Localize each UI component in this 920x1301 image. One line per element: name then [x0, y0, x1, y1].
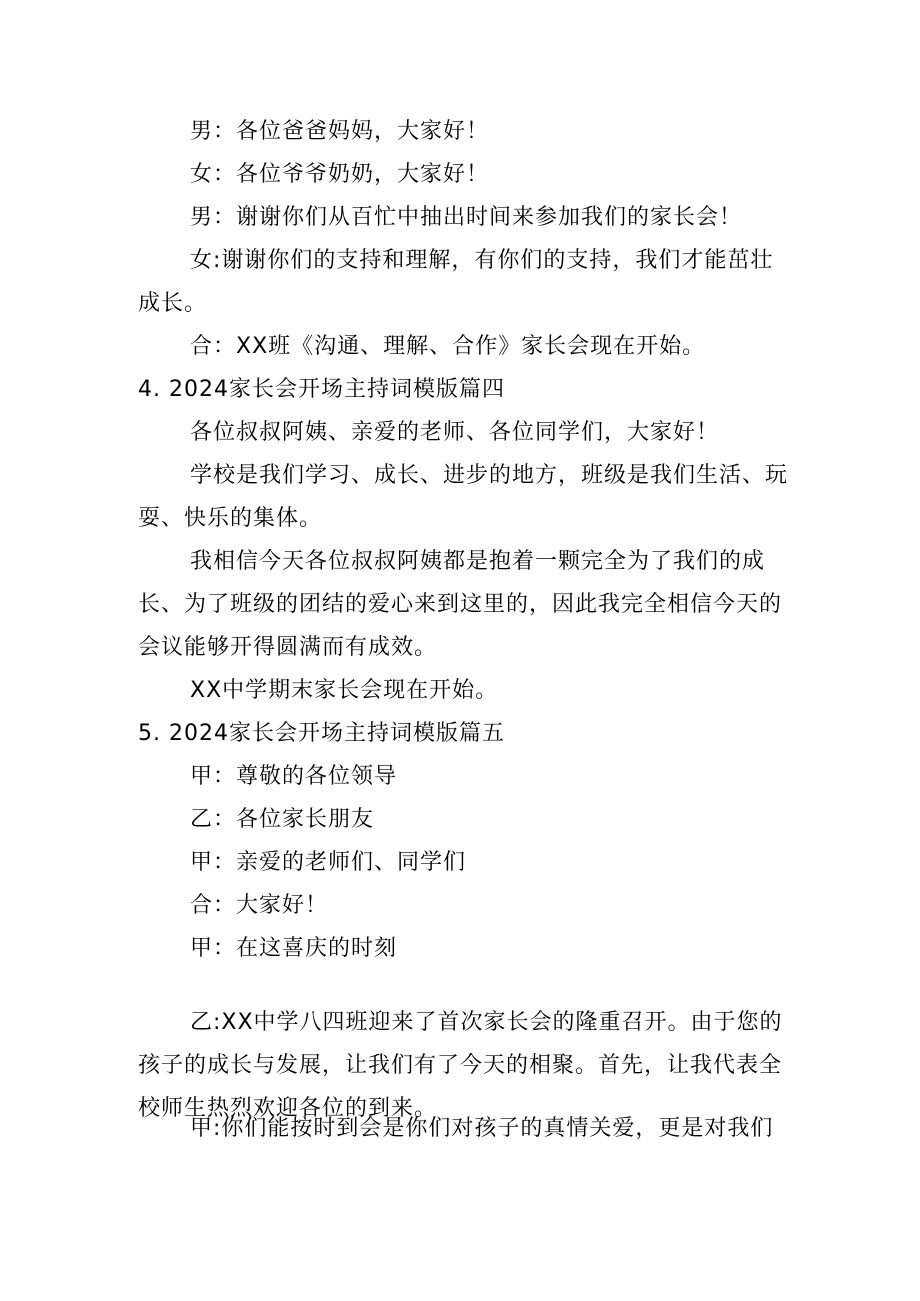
paragraph-school-class: 学校是我们学习、成长、进步的地方，班级是我们生活、玩耍、快乐的集体。	[138, 463, 789, 531]
paragraph-meeting-start: XX中学期末家长会现在开始。	[190, 678, 499, 703]
paragraph-dialogue-male-thanks: 男：谢谢你们从百忙中抽出时间来参加我们的家长会！	[190, 205, 743, 230]
paragraph-dialogue-female-greeting: 女：各位爷爷奶奶，大家好！	[190, 162, 490, 187]
paragraph-jia-moment: 甲：在这喜庆的时刻	[190, 936, 398, 961]
paragraph-dialogue-female-thanks: 女:谢谢你们的支持和理解，有你们的支持，我们才能茁壮成长。	[138, 248, 774, 316]
paragraph-greeting-all: 各位叔叔阿姨、亲爱的老师、各位同学们，大家好！	[190, 420, 720, 445]
section-heading-4: 4. 2024家长会开场主持词模版篇四	[138, 377, 505, 402]
paragraph-yi-parents: 乙：各位家长朋友	[190, 807, 375, 832]
paragraph-jia-care: 甲:你们能按时到会是你们对孩子的真情关爱，更是对我们	[190, 1116, 774, 1141]
paragraph-together-hello: 合：大家好！	[190, 893, 329, 918]
paragraph-dialogue-male-greeting: 男：各位爸爸妈妈，大家好！	[190, 119, 490, 144]
section-heading-5: 5. 2024家长会开场主持词模版篇五	[138, 721, 505, 746]
paragraph-believe: 我相信今天各位叔叔阿姨都是抱着一颗完全为了我们的成长、为了班级的团结的爱心来到这里的，因此我完全相信今天的会议能够开得圆满而有成效。	[138, 549, 783, 660]
paragraph-together-opening: 合：XX班《沟通、理解、合作》家长会现在开始。	[190, 334, 706, 359]
paragraph-jia-leaders: 甲：尊敬的各位领导	[190, 764, 398, 789]
paragraph-yi-welcome: 乙:XX中学八四班迎来了首次家长会的隆重召开。由于您的孩子的成长与发展，让我们有了今天的相聚。首先，让我代表全校师生热烈欢迎各位的到来。	[138, 1010, 783, 1121]
paragraph-jia-teachers: 甲：亲爱的老师们、同学们	[190, 850, 467, 875]
